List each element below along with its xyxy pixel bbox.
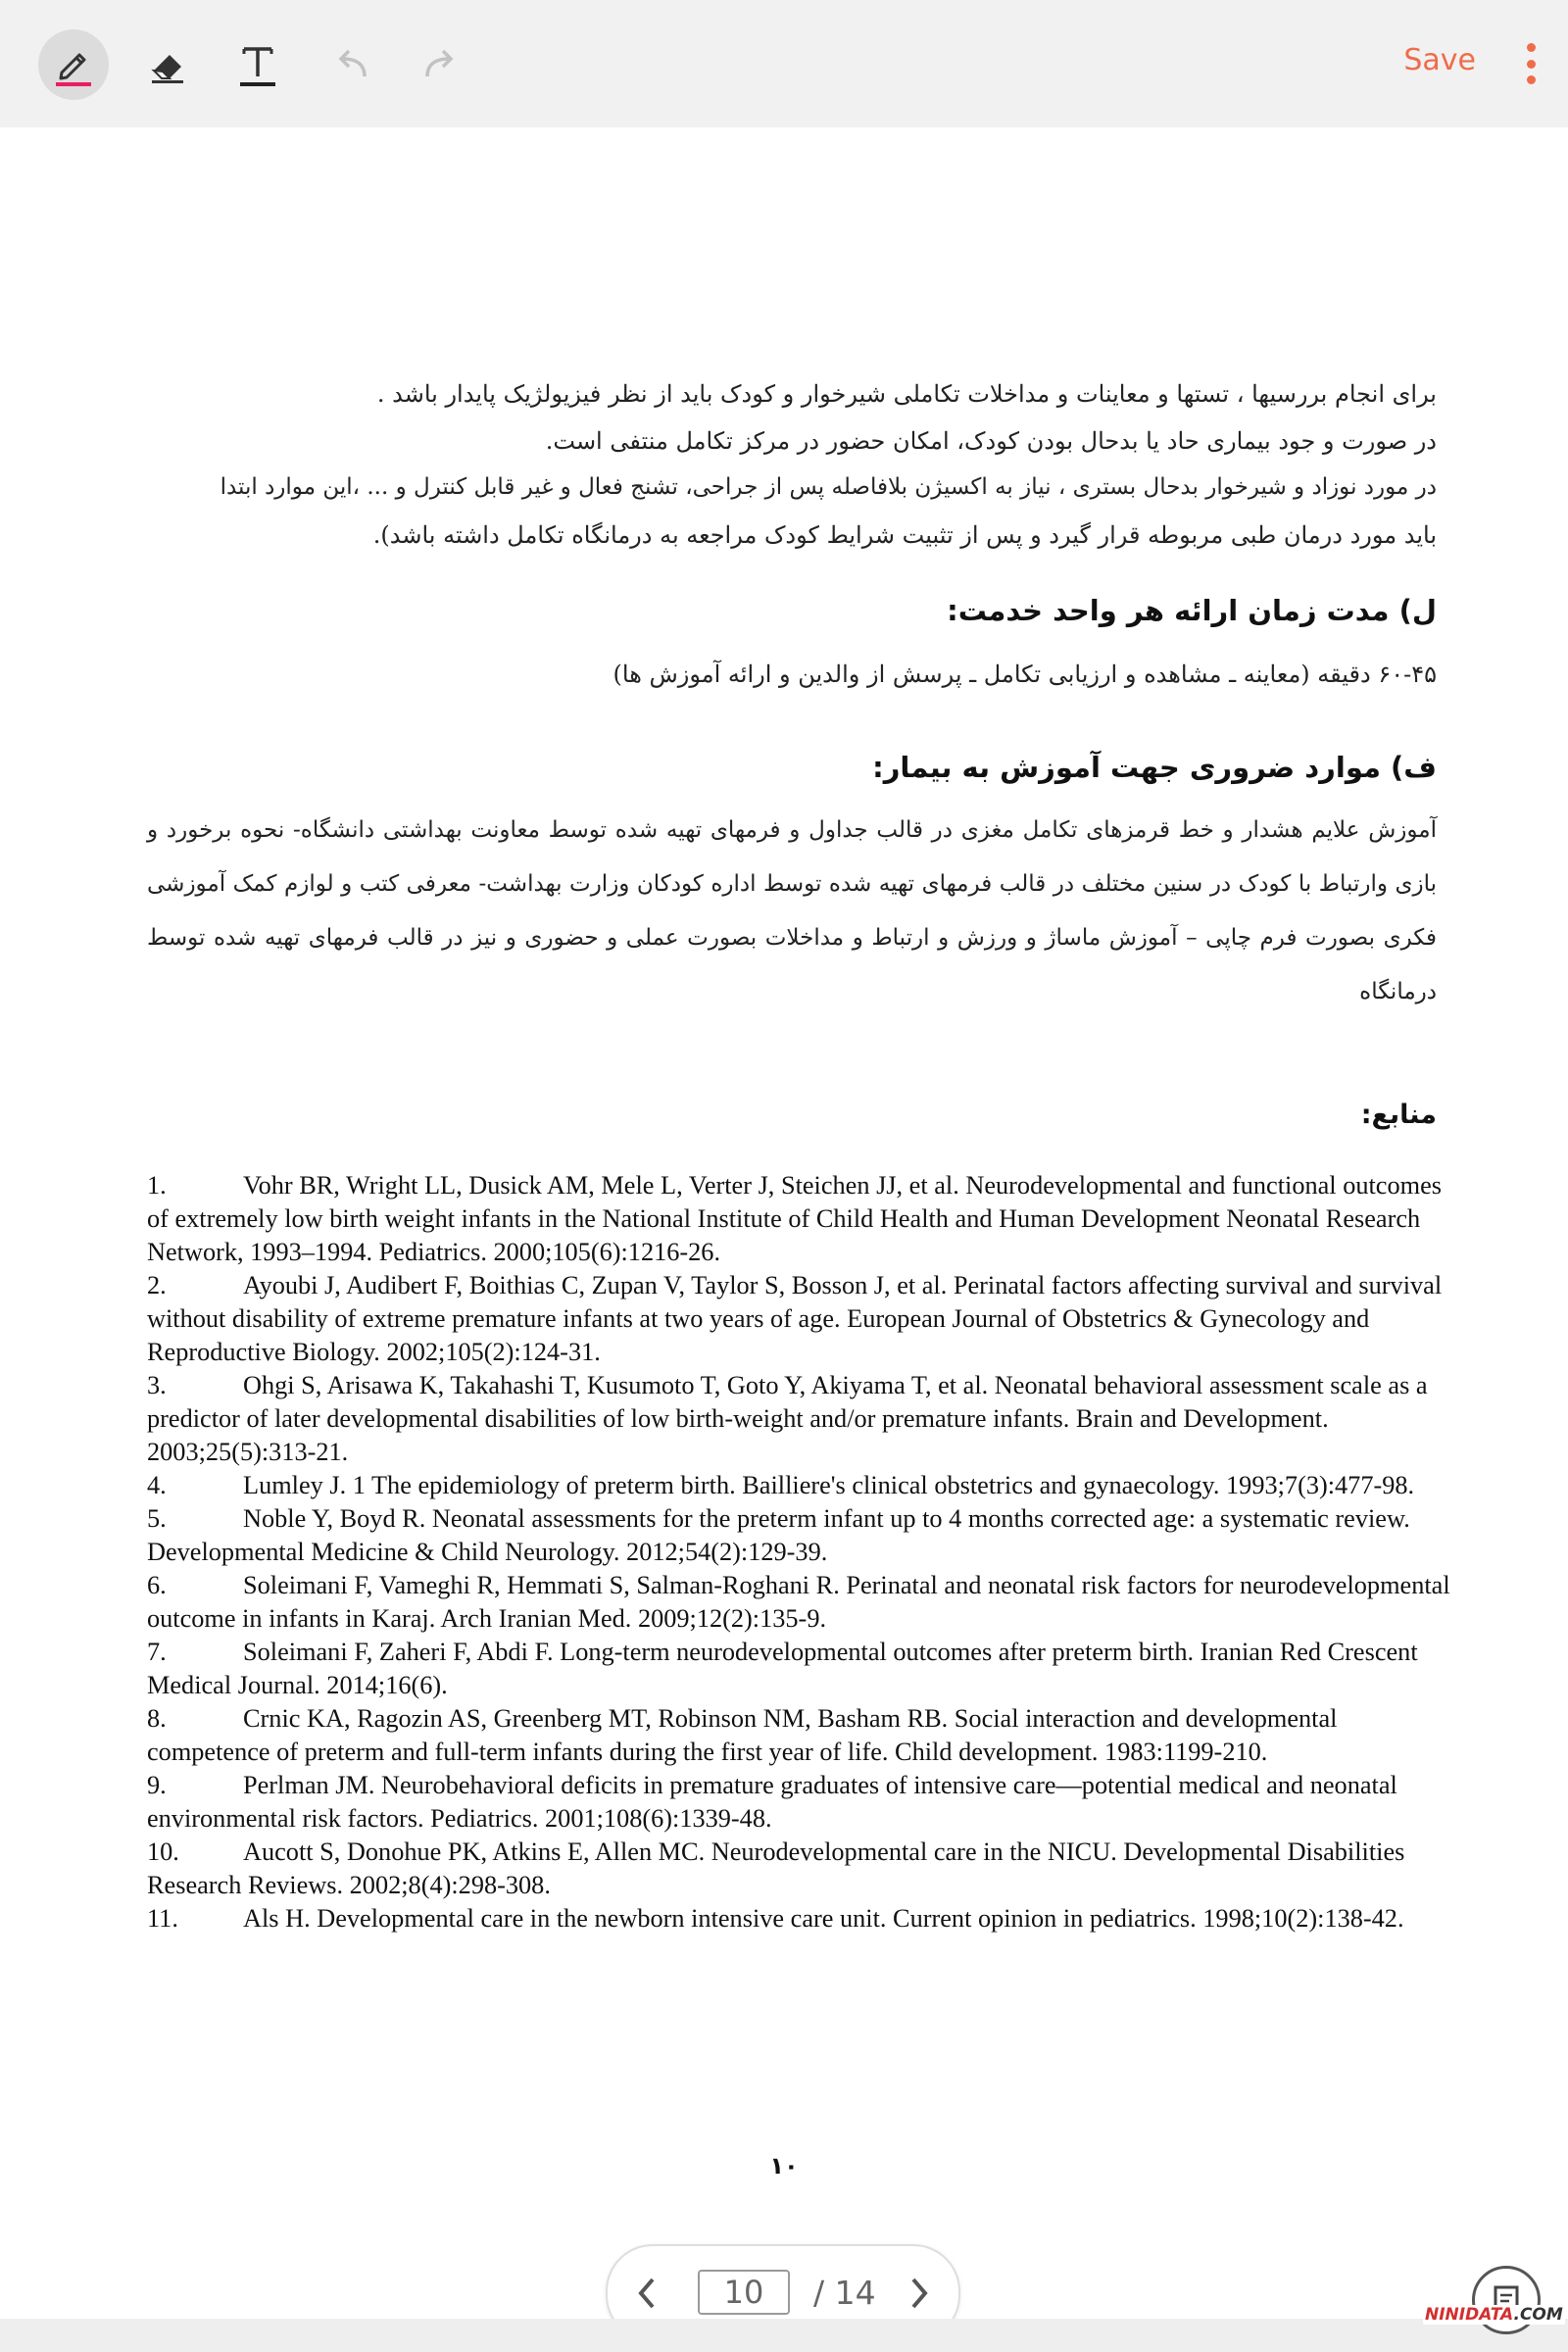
- reference-item: [147, 1636, 1450, 1702]
- reference-item: [147, 1469, 1450, 1502]
- chevron-left-icon: [635, 2276, 659, 2311]
- reference-item: [147, 1836, 1450, 1902]
- watermark: NINIDATA.COM: [1425, 2305, 1563, 2325]
- reference-text: Lumley J. 1 The epidemiology of preterm birth. Bailliere's clinical obstetrics and gynaecology. 1993;7(3):477-98.: [243, 1471, 1415, 1499]
- redo-button[interactable]: [406, 29, 476, 100]
- reference-number: 2.: [147, 1271, 167, 1299]
- text-icon: [236, 43, 279, 86]
- text-tool-button[interactable]: [222, 29, 293, 100]
- reference-text: Vohr BR, Wright LL, Dusick AM, Mele L, Verter J, Steichen JJ, et al. Neurodevelopmental and functional outcomes of extremely low birth weight infants in the National Institute of Child Health and Human Development Neonatal Research Network, 1993–1994. Pediatrics. 2000;105(6):1216-26.: [147, 1171, 1442, 1266]
- redo-icon: [419, 43, 463, 86]
- reference-number: 7.: [147, 1638, 167, 1666]
- next-page-button[interactable]: [900, 2268, 939, 2319]
- pen-icon: [52, 43, 95, 86]
- reference-number: 4.: [147, 1471, 167, 1499]
- total-pages-label: / 14: [813, 2274, 876, 2312]
- reference-text: Perlman JM. Neurobehavioral deficits in premature graduates of intensive care—potential medical and neonatal environmental risk factors. Pediatrics. 2001;108(6):1339-48.: [147, 1771, 1397, 1833]
- reference-number: 1.: [147, 1171, 167, 1200]
- reference-item: [147, 1902, 1450, 1936]
- reference-item: [147, 1569, 1450, 1636]
- reference-text: Soleimani F, Vameghi R, Hemmati S, Salman-Roghani R. Perinatal and neonatal risk factors for neurodevelopmental outcome in infants in Karaj. Arch Iranian Med. 2009;12(2):135-9.: [147, 1571, 1450, 1633]
- education-heading: ف) موارد ضروری جهت آموزش به بیمار:: [872, 751, 1437, 784]
- pen-tool-button[interactable]: [38, 29, 109, 100]
- sources-heading: منابع:: [1360, 1100, 1437, 1130]
- reference-number: 11.: [147, 1904, 178, 1933]
- reference-item: [147, 1269, 1450, 1369]
- reference-number: 6.: [147, 1571, 167, 1599]
- reference-item: [147, 1502, 1450, 1569]
- reference-text: Aucott S, Donohue PK, Atkins E, Allen MC. Neurodevelopmental care in the NICU. Developmental Disabilities Research Reviews. 2002;8(4):298-308.: [147, 1838, 1405, 1899]
- reference-number: 9.: [147, 1771, 167, 1799]
- reference-text: Ohgi S, Arisawa K, Takahashi T, Kusumoto T, Goto Y, Akiyama T, et al. Neonatal behavioral assessment scale as a predictor of later developmental disabilities of low birth-weight and/or premature infants. Brain and Development. 2003;25(5):313-21.: [147, 1371, 1428, 1466]
- duration-heading: ل) مدت زمان ارائه هر واحد خدمت:: [947, 594, 1437, 627]
- bottom-strip: [0, 2319, 1568, 2352]
- reference-item: [147, 1769, 1450, 1836]
- intro-line: باید مورد درمان طبی مربوطه قرار گیرد و پس از تثبیت شرایط کودک مراجعه به درمانگاه تکامل داشته باشد).: [372, 521, 1437, 549]
- education-paragraph: آموزش علایم هشدار و خط قرمزهای تکامل مغزی در قالب جداول و فرمهای تهیه شده توسط معاونت بهداشتی دانشگاه- نحوه برخورد و بازی وارتباط با کودک در سنین مختلف در قالب فرمهای تهیه شده توسط اداره کودکان وزارت بهداشت- معرفی کتب و لوازم کمک آموزشی فکری بصورت فرم چاپی – آموزش ماساژ و ورزش و ارتباط و مداخلات بصورت عملی و حضوری و نیز در قالب فرمهای تهیه شده توسط درمانگاه: [147, 817, 1437, 1004]
- reference-text: Noble Y, Boyd R. Neonatal assessments for the preterm infant up to 4 months corrected age: a systematic review. Developmental Medicine & Child Neurology. 2012;54(2):129-39.: [147, 1504, 1410, 1566]
- reference-item: [147, 1169, 1450, 1269]
- reference-number: 3.: [147, 1371, 167, 1399]
- intro-line: برای انجام بررسیها ، تستها و معاینات و مداخلات تکاملی شیرخوار و کودک باید از نظر فیزیولژیک پایدار باشد .: [376, 380, 1437, 408]
- reference-number: 5.: [147, 1504, 167, 1533]
- reference-text: Soleimani F, Zaheri F, Abdi F. Long-term neurodevelopmental outcomes after preterm birth. Iranian Red Crescent Medical Journal. 2014;16(6).: [147, 1638, 1418, 1699]
- previous-page-button[interactable]: [627, 2268, 666, 2319]
- document-page: برای انجام بررسیها ، تستها و معاینات و مداخلات تکاملی شیرخوار و کودک باید از نظر فیزیولژیک پایدار باشد . در صورت و جود بیماری حاد یا بدحال بودن کودک، امکان حضور در مرکز تکامل منتفی است. در مورد نوزاد و شیرخوار بدحال بستری ، نیاز به اکسیژن بلافاصله پس از جراحی، تشنج فعال و غیر قابل کنترل و ... ،این موارد ابتدا باید مورد درمان طبی مربوطه قرار گیرد و پس از تثبیت شرایط کودک مراجعه به درمانگاه تکامل داشته باشد). ل) مدت زمان ارائه هر واحد خدمت: ۶۰-۴۵ دقیقه (معاینه ـ مشاهده و ارزیابی تکامل ـ پرسش از والدین و ارائه آموزش ها) ف) موارد ضروری جهت آموزش به بیمار: آموزش علایم هشدار و خط قرمزهای تکامل مغزی در قالب جداول و فرمهای تهیه شده توسط معاونت بهداشتی دانشگاه- نحوه برخورد و بازی وارتباط با کودک در سنین مختلف در قالب فرمهای تهیه شده توسط اداره کودکان وزارت بهداشت- معرفی کتب و لوازم کمک آموزشی فکری بصورت فرم چاپی – آموزش ماساژ و ورزش و ارتباط و مداخلات بصورت عملی و حضوری و نیز در قالب فرمهای تهیه شده توسط درمانگاه منابع: 1. Vohr BR, Wright LL, Dusick AM, Mele L, Verter J, Steichen JJ, et al. Neurodevelopmental and functional outcomes of extremely low birth weight infants in the National Institute of Child Health and Human Development Neonatal Research Network, 1993–1994. Pediatrics. 2000;105(6):1216-26. 2. Ayoubi J, Audibert F, Boithias C, Zupan V, Taylor S, Bosson J, et al. Perinatal factors affecting survival and survival without disability of extreme premature infants at two years of age. European Journal of Obstetrics & Gynecology and Reproductive Biology. 2002;105(2):124-31. 3. Ohgi S, Arisawa K, Takahashi T, Kusumoto T, Goto Y, Akiyama T, et al. Neonatal behavioral assessment scale as a predictor of later developmental disabilities of low birth-weight and/or premature infants. Brain and Development. 2003;25(5):313-21. 4. Lumley J. 1 The epidemiology of preterm birth. Bailliere's clinical obstetrics and gynaecology. 1993;7(3):477-98. 5. Noble Y, Boyd R. Neonatal assessments for the preterm infant up to 4 months corrected age: a systematic review. Developmental Medicine & Child Neurology. 2012;54(2):129-39. 6. Soleimani F, Vameghi R, Hemmati S, Salman-Roghani R. Perinatal and neonatal risk factors for neurodevelopmental outcome in infants in Karaj. Arch Iranian Med. 2009;12(2):135-9. 7. Soleimani F, Zaheri F, Abdi F. Long-term neurodevelopmental outcomes after preterm birth. Iranian Red Crescent Medical Journal. 2014;16(6). 8. Crnic KA, Ragozin AS, Greenberg MT, Robinson NM, Basham RB. Social interaction and developmental competence of preterm and full-term infants during the first year of life. Child development. 1983:1199-210. 9. Perlman JM. Neurobehavioral deficits in premature graduates of intensive care—potential medical and neonatal environmental risk factors. Pediatrics. 2001;108(6):1339-48. 10. Aucott S, Donohue PK, Atkins E, Allen MC. Neurodevelopmental care in the NICU. Developmental Disabilities Research Reviews. 2002;8(4):298-308. 11. Als H. Developmental care in the newborn intensive care unit. Current opinion in pediatrics. 1998;10(2):138-42. ۱۰: [0, 127, 1568, 2319]
- annotation-toolbar: [0, 0, 1568, 127]
- page-number-input[interactable]: [698, 2270, 790, 2315]
- reference-text: Ayoubi J, Audibert F, Boithias C, Zupan V, Taylor S, Bosson J, et al. Perinatal factors affecting survival and survival without disability of extreme premature infants at two years of age. European Journal of Obstetrics & Gynecology and Reproductive Biology. 2002;105(2):124-31.: [147, 1271, 1443, 1366]
- reference-item: [147, 1369, 1450, 1469]
- more-options-button[interactable]: [1523, 43, 1539, 84]
- undo-button[interactable]: [316, 29, 386, 100]
- eraser-tool-button[interactable]: [132, 29, 203, 100]
- reference-number: 8.: [147, 1704, 167, 1733]
- intro-line: در صورت و جود بیماری حاد یا بدحال بودن کودک، امکان حضور در مرکز تکامل منتفی است.: [545, 427, 1437, 455]
- save-button[interactable]: Save: [1403, 43, 1476, 77]
- more-vertical-icon: [1527, 43, 1536, 52]
- reference-text: Crnic KA, Ragozin AS, Greenberg MT, Robinson NM, Basham RB. Social interaction and developmental competence of preterm and full-term infants during the first year of life. Child development. 1983:1199-210.: [147, 1704, 1338, 1766]
- references-list: [147, 1169, 1450, 1936]
- intro-line: در مورد نوزاد و شیرخوار بدحال بستری ، نیاز به اکسیژن بلافاصله پس از جراحی، تشنج فعال و غیر قابل کنترل و ... ،این موارد ابتدا: [220, 474, 1437, 500]
- chevron-right-icon: [907, 2276, 931, 2311]
- undo-icon: [329, 43, 372, 86]
- reference-text: Als H. Developmental care in the newborn intensive care unit. Current opinion in pediatrics. 1998;10(2):138-42.: [243, 1904, 1404, 1933]
- reference-item: [147, 1702, 1450, 1769]
- eraser-icon: [146, 43, 189, 86]
- page-number: ۱۰: [769, 2152, 799, 2180]
- reference-number: 10.: [147, 1838, 179, 1866]
